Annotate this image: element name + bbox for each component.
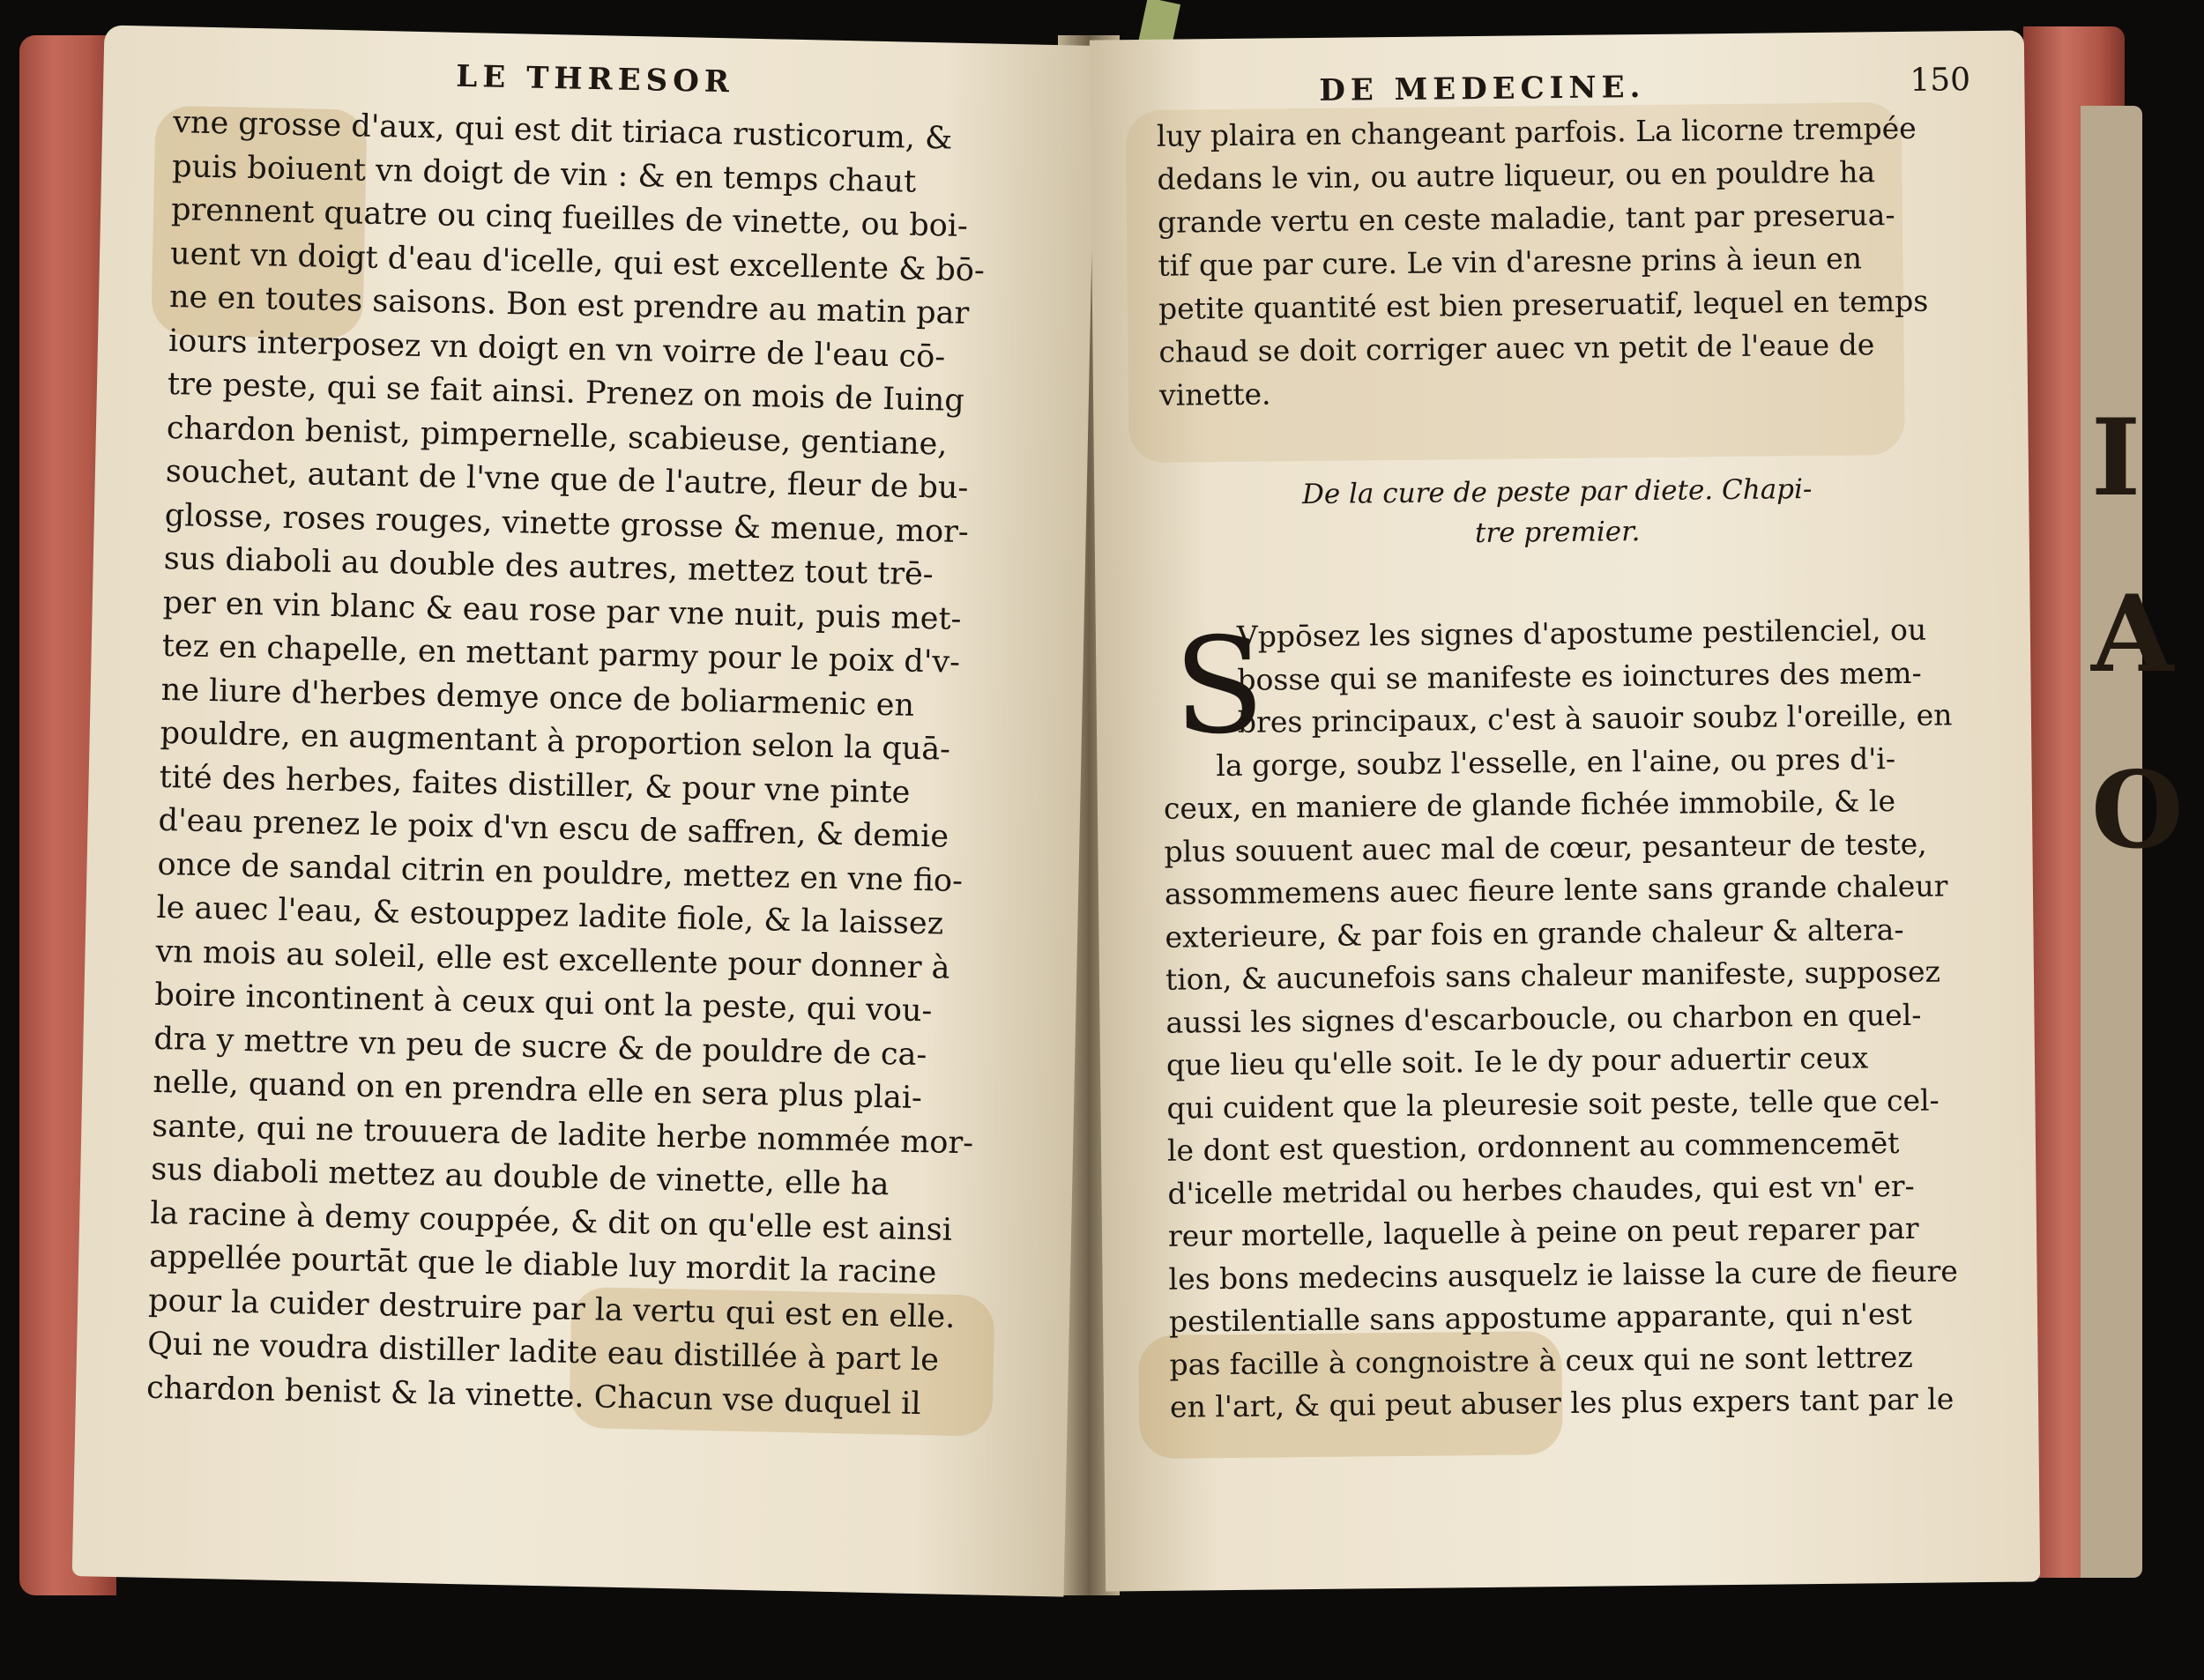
left-page [72, 25, 1097, 1596]
text-line: tif que par cure. Le vin d'aresne prins à ieun en [1158, 241, 1863, 283]
text-line: pas facille à congnoistre à ceux qui ne sont lettrez [1169, 1339, 1913, 1382]
text-line: que lieu qu'elle soit. Ie le dy pour aduertir ceux [1165, 1040, 1869, 1082]
spine-letter: A [2091, 572, 2174, 696]
text-line: tité des herbes, faites distiller, & pour vne pinte [159, 759, 911, 811]
text-line: la gorge, soubz l'esselle, en l'aine, ou pres d'i- [1216, 740, 1896, 783]
text-line: per en vin blanc & eau rose par vne nuit, puis met- [162, 584, 962, 637]
text-line: glosse, roses rouges, vinette grosse & menue, mor- [164, 497, 970, 550]
running-head: LE THRESOR [455, 58, 735, 100]
chapter-heading [1160, 467, 1955, 556]
text-line: plus souuent auec mal de cœur, pesanteur de teste, [1164, 826, 1927, 869]
text-line: la racine à demy couppée, & dit on qu'elle est ainsi [149, 1195, 953, 1248]
text-line: chardon benist, pimpernelle, scabieuse, gentiane, [166, 410, 948, 463]
text-line: bosse qui se manifeste es ioinctures des mem- [1237, 655, 1922, 697]
spine-letter: O [2091, 748, 2184, 873]
text-line: nelle, quand on en prendra elle en sera plus plai- [153, 1064, 923, 1117]
text-line: iours interposez vn doigt en vn voirre de l'eau cō- [168, 323, 946, 375]
text-line: d'eau prenez le poix d'vn escu de saffren, & demie [158, 802, 949, 855]
spine-letter: I [2091, 396, 2141, 520]
paragraph [1162, 608, 1964, 1429]
text-line: aussi les signes d'escarboucle, ou charbon en quel- [1165, 997, 1922, 1040]
text-line: sus diaboli mettez au double de vinette, elle ha [150, 1151, 890, 1203]
page-number: 150 [1910, 62, 1971, 99]
text-line: dra y mettre vn peu de sucre & de pouldre de ca- [153, 1021, 927, 1073]
text-line: ceux, en maniere de glande fichée immobile, & le [1163, 784, 1896, 826]
heading-line: De la cure de peste par diete. Chapi- [1301, 473, 1813, 511]
text-line: boire incontinent à ceux qui ont la peste, qui vou- [154, 977, 933, 1030]
text-line: vn mois au soleil, elle est excellente pour donner à [155, 933, 950, 986]
text-line: chardon benist & la vinette. Chacun vse duquel il [145, 1370, 921, 1422]
text-line: dedans le vin, ou autre liqueur, ou en pouldre ha [1157, 154, 1876, 197]
text-line: puis boiuent vn doigt de vin : & en temps chaut [171, 148, 917, 200]
drop-cap: S [1173, 609, 1266, 764]
text-line: pouldre, en augmentant à proportion selon la quā- [160, 715, 951, 768]
text-line: once de sandal citrin en pouldre, mettez en vne fio- [157, 846, 964, 899]
text-line: luy plaira en changeant parfois. La licorne trempée [1156, 110, 1917, 153]
text-line: tion, & aucunefois sans chaleur manifeste, supposez [1165, 954, 1941, 997]
text-line: ne en toutes saisons. Bon est prendre au matin par [168, 279, 970, 332]
text-line: grande vertu en ceste maladie, tant par preserua- [1157, 197, 1895, 240]
text-line: sus diaboli au double des autres, mettez tout trē- [163, 540, 934, 593]
text-line: ne liure d'herbes demye once de boliarmenic en [160, 672, 915, 724]
text-line: sante, qui ne trouuera de ladite herbe nommée mor- [151, 1108, 974, 1161]
text-line: vne grosse d'aux, qui est dit tiriaca rusticorum, & [172, 105, 953, 157]
text-line: petite quantité est bien preseruatif, lequel en temps [1158, 283, 1929, 326]
text-line: prennent quatre ou cinq fueilles de vinette, ou boi- [170, 192, 969, 244]
text-line: appellée pourtāt que le diable luy mordit la racine [148, 1238, 937, 1291]
text-line: vinette. [1158, 376, 1271, 413]
text-line: chaud se doit corriger auec vn petit de l'eaue de [1158, 327, 1875, 369]
text-line: pour la cuider destruire par la vertu qui est en elle. [147, 1282, 956, 1335]
text-line: pestilentialle sans appostume apparante, qui n'est [1168, 1296, 1912, 1339]
running-head: DE MEDECINE. [1319, 69, 1646, 108]
text-line: tez en chapelle, en mettant parmy pour le poix d'v- [161, 628, 961, 680]
text-line: qui cuident que la pleuresie soit peste, telle que cel- [1166, 1082, 1940, 1126]
text-line: reur mortelle, laquelle à peine on peut reparer par [1167, 1210, 1919, 1253]
text-line: uent vn doigt d'eau d'icelle, qui est excellente & bō- [169, 235, 986, 288]
text-line: le auec l'eau, & estouppez ladite fiole, & la laissez [156, 889, 944, 942]
text-line: en l'art, & qui peut abuser les plus expers tant par le [1169, 1381, 1955, 1424]
adjacent-spine-letters [2091, 370, 2184, 899]
text-line: Vppōsez les signes d'apostume pestilenciel, ou [1236, 612, 1927, 654]
text-line: d'icelle metridal ou herbes chaudes, qui est vn' er- [1167, 1168, 1915, 1211]
text-line: souchet, autant de l'vne que de l'autre, fleur de bu- [165, 453, 969, 507]
paragraph [1157, 106, 1954, 416]
text-line: exterieure, & par fois en grande chaleur & altera- [1165, 911, 1904, 955]
right-page [1090, 30, 2040, 1591]
text-line: tre peste, qui se fait ainsi. Prenez on mois de Iuing [167, 367, 965, 419]
text-line: bres principaux, c'est à sauoir soubz l'oreille, en [1237, 697, 1953, 740]
heading-line: tre premier. [1474, 516, 1641, 550]
text-line: les bons medecins ausquelz ie laisse la cure de fieure [1168, 1253, 1959, 1297]
text-line: assommemens auec fieure lente sans grande chaleur [1164, 868, 1948, 911]
text-line: le dont est question, ordonnent au commencemēt [1166, 1126, 1900, 1168]
text-line: Qui ne voudra distiller ladite eau distillée à part le [146, 1326, 940, 1379]
left-page-text [146, 101, 1020, 1428]
